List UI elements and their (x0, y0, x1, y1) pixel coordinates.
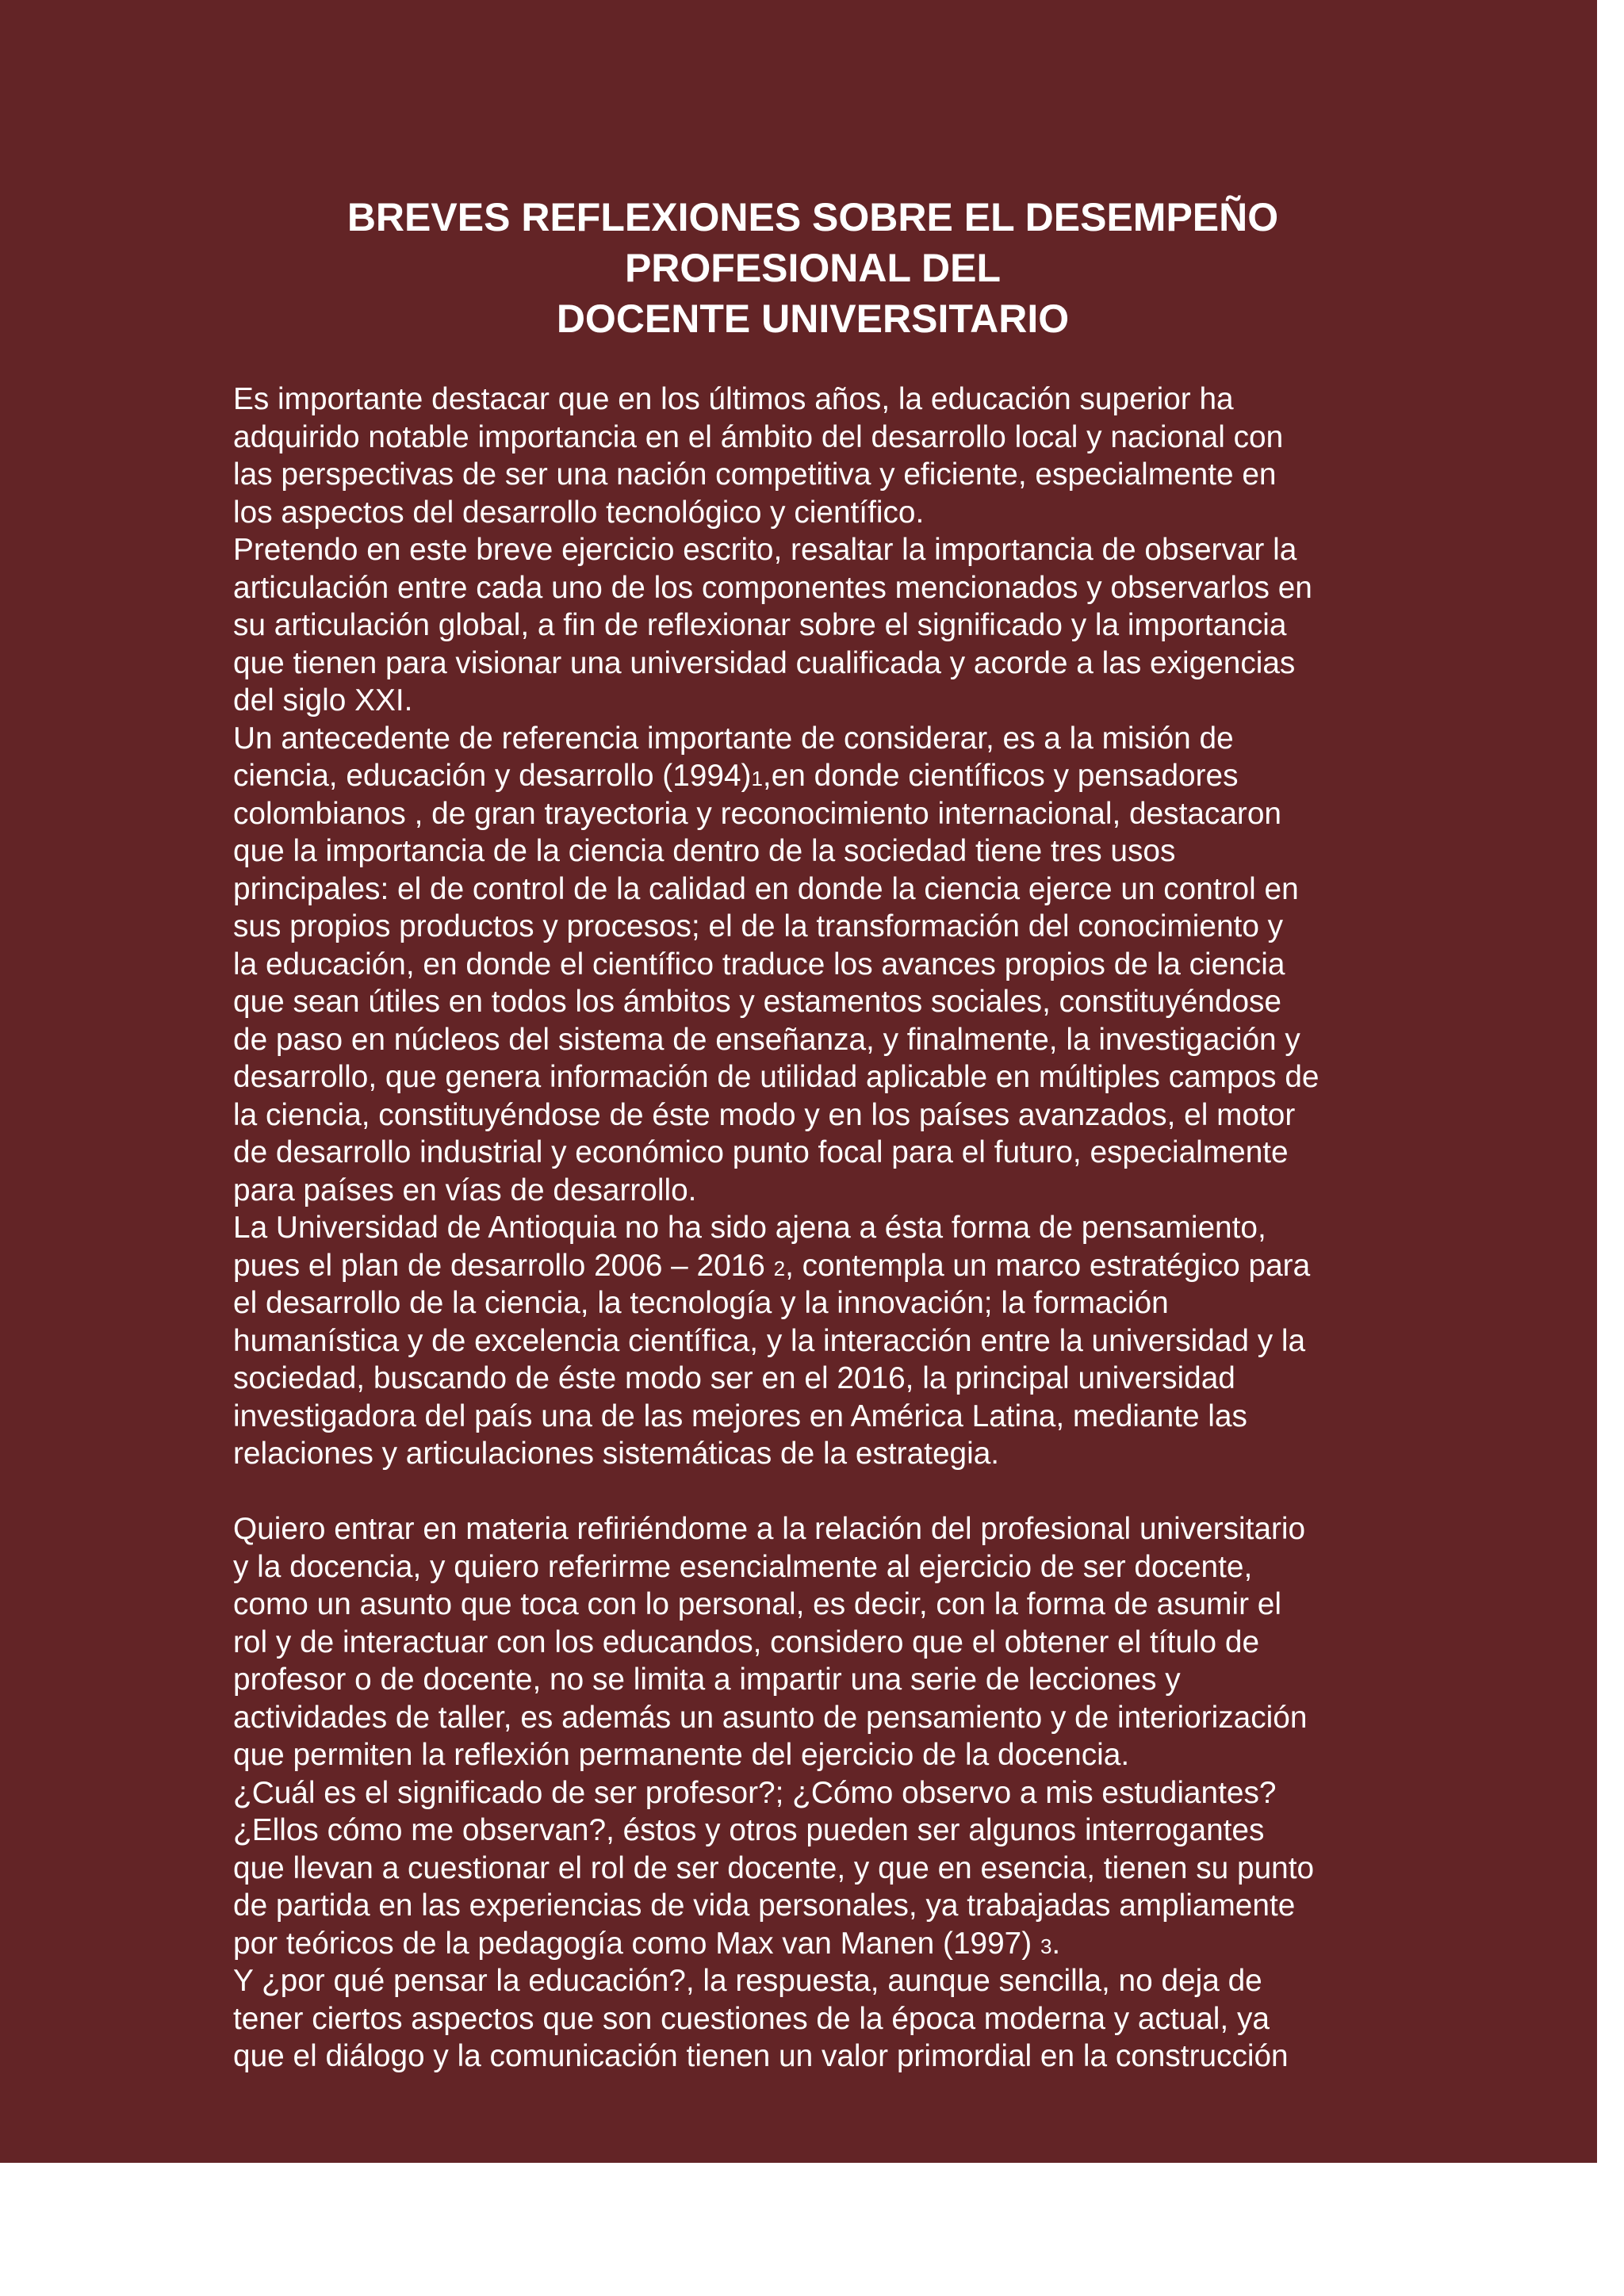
text-line: ciencia, educación y desarrollo (1994)1,en donde científicos y pensadores (233, 759, 1239, 793)
paragraph-gap (233, 1473, 1438, 1511)
text-line: colombianos , de gran trayectoria y reconocimiento internacional, destacaron (233, 796, 1281, 831)
text-line: de desarrollo industrial y económico punto focal para el futuro, especialmente (233, 1135, 1289, 1169)
text-line: sociedad, buscando de éste modo ser en el 2016, la principal universidad (233, 1361, 1235, 1395)
text-line: rol y de interactuar con los educandos, considero que el obtener el título de (233, 1624, 1260, 1659)
text-line: Es importante destacar que en los últimos años, la educación superior ha (233, 382, 1234, 416)
text-line: ¿Ellos cómo me observan?, éstos y otros pueden ser algunos interrogantes (233, 1813, 1265, 1847)
text-line: tener ciertos aspectos que son cuestiones de la época moderna y actual, ya (233, 2001, 1270, 2036)
title-line: BREVES REFLEXIONES SOBRE EL DESEMPEÑO (347, 195, 1279, 239)
text-line: que el diálogo y la comunicación tienen un valor primordial en la construcción (233, 2039, 1289, 2073)
text-line: que llevan a cuestionar el rol de ser docente, y que en esencia, tienen su punto (233, 1850, 1315, 1885)
text-line: las perspectivas de ser una nación competitiva y eficiente, especialmente en (233, 457, 1277, 492)
text-line: actividades de taller, es además un asunto de pensamiento y de interiorización (233, 1700, 1308, 1735)
text-line: ¿Cuál es el significado de ser profesor?; ¿Cómo observo a mis estudiantes? (233, 1775, 1277, 1810)
text-line: que la importancia de la ciencia dentro de la sociedad tiene tres usos (233, 834, 1176, 868)
document-body (233, 381, 1438, 2076)
text-line: Quiero entrar en materia refiriéndome a la relación del profesional universitario (233, 1512, 1306, 1546)
text-line: la ciencia, constituyéndose de éste modo y en los países avanzados, el motor (233, 1097, 1296, 1132)
text-line: los aspectos del desarrollo tecnológico y científico. (233, 495, 925, 530)
text-line: Un antecedente de referencia importante de considerar, es a la misión de (233, 721, 1234, 756)
text-line: su articulación global, a fin de reflexionar sobre el significado y la importancia (233, 608, 1287, 642)
footnote-marker: 2 (773, 1256, 786, 1280)
text-line: investigadora del país una de las mejores en América Latina, mediante las (233, 1399, 1247, 1433)
text-line: humanística y de excelencia científica, y la interacción entre la universidad y la (233, 1323, 1306, 1358)
text-line: el desarrollo de la ciencia, la tecnología y la innovación; la formación (233, 1286, 1169, 1320)
text-line: relaciones y articulaciones sistemáticas de la estrategia. (233, 1437, 1000, 1471)
text-line: adquirido notable importancia en el ámbito del desarrollo local y nacional con (233, 419, 1284, 454)
text-line: del siglo XXI. (233, 683, 413, 718)
text-line: de partida en las experiencias de vida personales, ya trabajadas ampliamente (233, 1888, 1296, 1923)
text-line: Pretendo en este breve ejercicio escrito, resaltar la importancia de observar la (233, 533, 1297, 567)
title-line: PROFESIONAL DEL (624, 246, 1002, 290)
text-line: para países en vías de desarrollo. (233, 1173, 697, 1207)
text-line: por teóricos de la pedagogía como Max van Manen (1997) 3. (233, 1926, 1061, 1961)
text-line: profesor o de docente, no se limita a impartir una serie de lecciones y (233, 1663, 1181, 1697)
text-line: que sean útiles en todos los ámbitos y estamentos sociales, constituyéndose (233, 985, 1282, 1019)
text-line: Y ¿por qué pensar la educación?, la respuesta, aunque sencilla, no deja de (233, 1964, 1262, 1998)
text-line: como un asunto que toca con lo personal, es decir, con la forma de asumir el (233, 1587, 1281, 1621)
text-line: que tienen para visionar una universidad cualificada y acorde a las exigencias (233, 645, 1296, 680)
text-line: de paso en núcleos del sistema de enseñanza, y finalmente, la investigación y (233, 1022, 1300, 1057)
text-line: la educación, en donde el científico traduce los avances propios de la ciencia (233, 947, 1285, 982)
footnote-marker: 3 (1040, 1934, 1052, 1958)
footnote-marker: 1 (751, 767, 763, 790)
title-line: DOCENTE UNIVERSITARIO (556, 297, 1070, 341)
text-line: que permiten la reflexión permanente del ejercicio de la docencia. (233, 1738, 1130, 1772)
text-line: pues el plan de desarrollo 2006 – 2016 2, contempla un marco estratégico para (233, 1248, 1311, 1283)
text-line: sus propios productos y procesos; el de la transformación del conocimiento y (233, 909, 1284, 943)
text-line: articulación entre cada uno de los componentes mencionados y observarlos en (233, 570, 1312, 605)
text-line: desarrollo, que genera información de utilidad aplicable en múltiples campos de (233, 1060, 1320, 1094)
text-line: principales: el de control de la calidad en donde la ciencia ejerce un control en (233, 871, 1299, 906)
document-title (230, 192, 1396, 344)
text-line: La Universidad de Antioquia no ha sido ajena a ésta forma de pensamiento, (233, 1211, 1266, 1245)
text-line: y la docencia, y quiero referirme esencialmente al ejercicio de ser docente, (233, 1549, 1253, 1584)
